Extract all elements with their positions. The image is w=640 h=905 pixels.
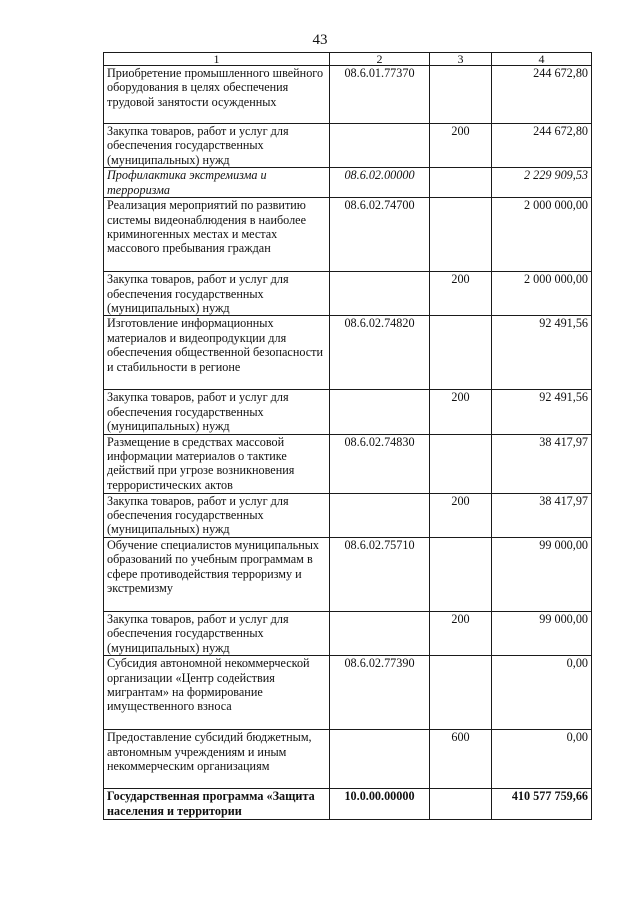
- row-code: 10.0.00.00000: [330, 789, 430, 820]
- row-name: Обучение специалистов муниципальных образований по учебным программам в сфере противодействия терроризму и экстремизму: [104, 537, 330, 611]
- row-expense-type: [430, 434, 492, 493]
- column-header-2: 2: [330, 53, 430, 66]
- table-row: [104, 198, 592, 272]
- row-name: Реализация мероприятий по развитию системы видеонаблюдения в наиболее криминогенных местах и местах массового пребывания граждан: [104, 198, 330, 272]
- row-sum: 92 491,56: [492, 390, 592, 434]
- row-sum: 38 417,97: [492, 493, 592, 537]
- table-row: [104, 730, 592, 789]
- table-row: [104, 316, 592, 390]
- row-name: Субсидия автономной некоммерческой организации «Центр содействия мигрантам» на формирование имущественного взноса: [104, 656, 330, 730]
- row-name: Приобретение промышленного швейного оборудования в целях обеспечения трудовой занятости осужденных: [104, 66, 330, 124]
- table-row: [104, 656, 592, 730]
- row-expense-type: 200: [430, 124, 492, 168]
- row-expense-type: [430, 656, 492, 730]
- table-row: [104, 66, 592, 124]
- row-sum: 99 000,00: [492, 611, 592, 655]
- row-name: Закупка товаров, работ и услуг для обеспечения государственных (муниципальных) нужд: [104, 390, 330, 434]
- row-code: 08.6.02.00000: [330, 168, 430, 198]
- page-number: 43: [312, 32, 328, 48]
- header-row: [104, 53, 592, 66]
- row-name: Государственная программа «Защита населения и территории: [104, 789, 330, 820]
- row-name: Размещение в средствах массовой информации материалов о тактике действий при угрозе возникновения террористических актов: [104, 434, 330, 493]
- row-name: Закупка товаров, работ и услуг для обеспечения государственных (муниципальных) нужд: [104, 124, 330, 168]
- row-name: Закупка товаров, работ и услуг для обеспечения государственных (муниципальных) нужд: [104, 611, 330, 655]
- row-code: [330, 493, 430, 537]
- table-row: [104, 493, 592, 537]
- table-row: [104, 611, 592, 655]
- row-expense-type: 200: [430, 611, 492, 655]
- row-expense-type: 200: [430, 390, 492, 434]
- row-name: Профилактика экстремизма и терроризма: [104, 168, 330, 198]
- row-sum: 2 000 000,00: [492, 198, 592, 272]
- row-sum: 92 491,56: [492, 316, 592, 390]
- table-row: [104, 124, 592, 168]
- table-row: [104, 168, 592, 198]
- row-code: [330, 124, 430, 168]
- row-expense-type: [430, 198, 492, 272]
- row-sum: 38 417,97: [492, 434, 592, 493]
- row-code: 08.6.02.77390: [330, 656, 430, 730]
- row-name: Закупка товаров, работ и услуг для обеспечения государственных (муниципальных) нужд: [104, 272, 330, 316]
- column-header-1: 1: [104, 53, 330, 66]
- row-code: 08.6.02.74700: [330, 198, 430, 272]
- row-sum: 2 000 000,00: [492, 272, 592, 316]
- row-code: [330, 272, 430, 316]
- row-code: 08.6.01.77370: [330, 66, 430, 124]
- row-name: Закупка товаров, работ и услуг для обеспечения государственных (муниципальных) нужд: [104, 493, 330, 537]
- row-expense-type: [430, 316, 492, 390]
- row-sum: 2 229 909,53: [492, 168, 592, 198]
- column-header-4: 4: [492, 53, 592, 66]
- table-body: [104, 66, 592, 820]
- row-expense-type: [430, 537, 492, 611]
- row-code: [330, 730, 430, 789]
- row-sum: 410 577 759,66: [492, 789, 592, 820]
- table-row: [104, 789, 592, 820]
- row-sum: 244 672,80: [492, 66, 592, 124]
- row-sum: 0,00: [492, 730, 592, 789]
- table-row: [104, 537, 592, 611]
- row-expense-type: [430, 66, 492, 124]
- row-expense-type: [430, 168, 492, 198]
- table-row: [104, 390, 592, 434]
- row-expense-type: [430, 789, 492, 820]
- row-expense-type: 200: [430, 493, 492, 537]
- column-header-3: 3: [430, 53, 492, 66]
- row-code: [330, 390, 430, 434]
- table-row: [104, 434, 592, 493]
- row-name: Предоставление субсидий бюджетным, автономным учреждениям и иным некоммерческим организациям: [104, 730, 330, 789]
- row-sum: 244 672,80: [492, 124, 592, 168]
- row-code: 08.6.02.75710: [330, 537, 430, 611]
- row-sum: 0,00: [492, 656, 592, 730]
- row-sum: 99 000,00: [492, 537, 592, 611]
- row-expense-type: 600: [430, 730, 492, 789]
- row-code: 08.6.02.74830: [330, 434, 430, 493]
- row-name: Изготовление информационных материалов и видеопродукции для обеспечения общественной безопасности и стабильности в регионе: [104, 316, 330, 390]
- row-code: [330, 611, 430, 655]
- row-expense-type: 200: [430, 272, 492, 316]
- row-code: 08.6.02.74820: [330, 316, 430, 390]
- budget-table: [103, 52, 592, 820]
- table-row: [104, 272, 592, 316]
